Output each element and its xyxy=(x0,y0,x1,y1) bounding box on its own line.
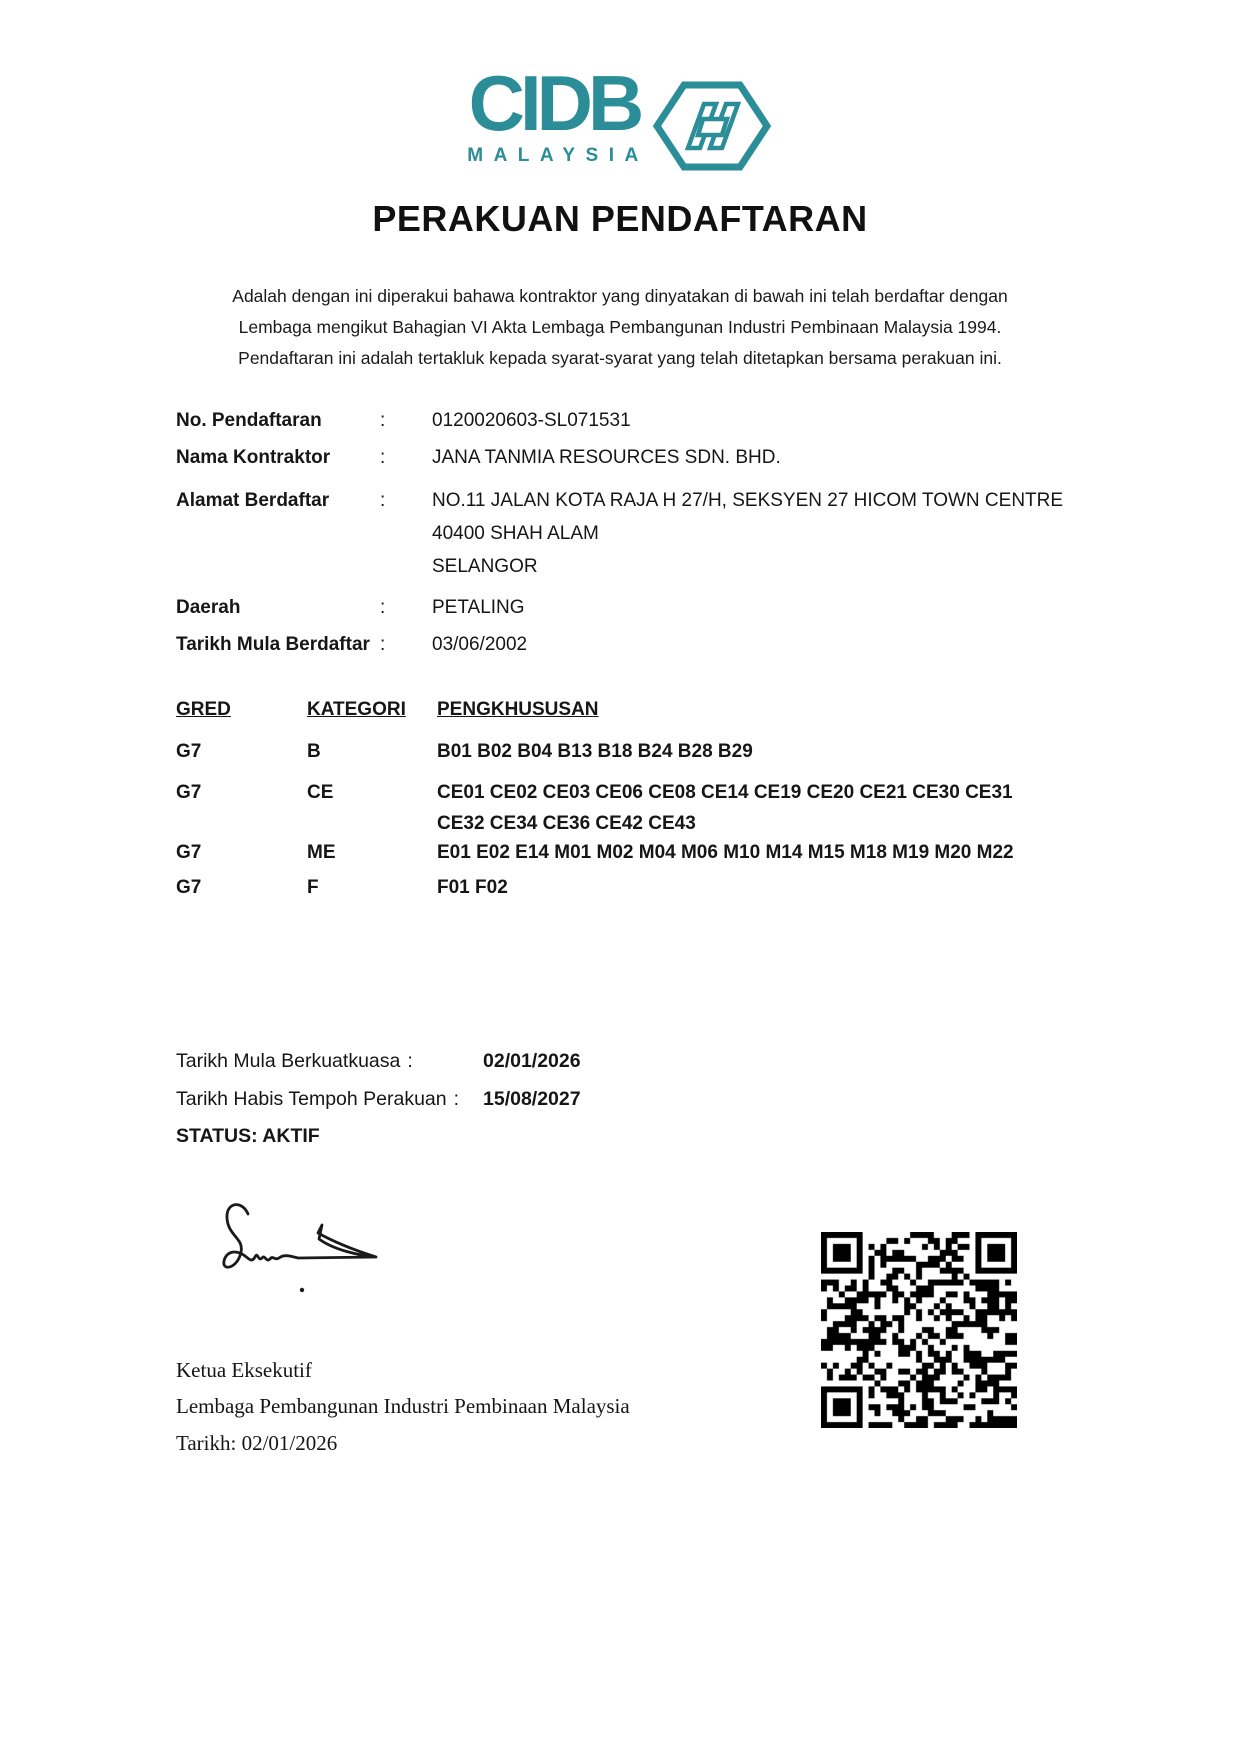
cell-pengkhususan: E01 E02 E14 M01 M02 M04 M06 M10 M14 M15 M18 M19 M20 M22 xyxy=(437,842,1014,863)
table-row xyxy=(176,741,1096,763)
detail-value: 0120020603-SL071531 xyxy=(432,410,631,431)
footer-signatory-title: Ketua Eksekutif xyxy=(176,1358,312,1382)
validity-label: Tarikh Mula Berkuatkuasa : xyxy=(176,1050,413,1072)
cell-pengkhususan: CE01 CE02 CE03 CE06 CE08 CE14 CE19 CE20 CE21 CE30 CE31 CE32 CE34 CE36 CE42 CE43 xyxy=(437,782,1013,834)
column-header-pengkhususan: PENGKHUSUSAN xyxy=(437,699,599,720)
footer-organization: Lembaga Pembangunan Industri Pembinaan Malaysia xyxy=(176,1394,630,1418)
detail-label: No. Pendaftaran xyxy=(176,410,322,431)
detail-label: Tarikh Mula Berdaftar xyxy=(176,634,370,655)
validity-colon: : xyxy=(453,1088,460,1110)
detail-value: JANA TANMIA RESOURCES SDN. BHD. xyxy=(432,447,781,468)
signature-image xyxy=(218,1198,394,1302)
column-header-kategori: KATEGORI xyxy=(307,699,406,720)
detail-label: Daerah xyxy=(176,597,241,618)
cell-kategori: ME xyxy=(307,842,336,863)
detail-label: Alamat Berdaftar xyxy=(176,490,330,511)
footer-date: Tarikh: 02/01/2026 xyxy=(176,1431,338,1455)
classification-table-header xyxy=(176,699,1096,721)
address-line: NO.11 JALAN KOTA RAJA H 27/H, SEKSYEN 27 HICOM TOWN CENTRE xyxy=(432,490,1064,511)
validity-label: Tarikh Habis Tempoh Perakuan : xyxy=(176,1088,460,1110)
cell-gred: G7 xyxy=(176,877,202,898)
status-badge: STATUS: AKTIF xyxy=(176,1125,320,1147)
detail-label: Nama Kontraktor xyxy=(176,447,331,468)
detail-row-daerah xyxy=(176,597,1076,619)
cell-gred: G7 xyxy=(176,741,202,762)
detail-colon: : xyxy=(380,447,386,468)
validity-colon: : xyxy=(407,1050,413,1072)
table-row xyxy=(176,842,1096,864)
validity-row-effective xyxy=(176,1050,876,1073)
column-header-gred: GRED xyxy=(176,699,231,720)
validity-row-expiry xyxy=(176,1088,876,1111)
cidb-hexagon-icon xyxy=(650,78,774,174)
detail-value: PETALING xyxy=(432,597,525,618)
cidb-logo xyxy=(458,59,650,167)
table-row xyxy=(176,777,1096,839)
intro-paragraph xyxy=(0,281,1240,374)
address-line: SELANGOR xyxy=(432,556,538,577)
validity-value: 15/08/2027 xyxy=(483,1088,581,1110)
detail-row-alamat-berdaftar xyxy=(176,484,1076,583)
table-row xyxy=(176,877,1096,899)
detail-row-tarikh-mula-berdaftar xyxy=(176,634,1076,656)
detail-row-no-pendaftaran xyxy=(176,410,1076,432)
validity-value: 02/01/2026 xyxy=(483,1050,581,1072)
detail-value xyxy=(432,484,1076,583)
detail-value: 03/06/2002 xyxy=(432,634,528,655)
cidb-wordmark: CIDB xyxy=(468,59,640,147)
certificate-title: PERAKUAN PENDAFTARAN xyxy=(372,198,868,239)
cell-pengkhususan: F01 F02 xyxy=(437,877,508,898)
cidb-malaysia-label: MALAYSIA xyxy=(467,145,649,166)
detail-row-nama-kontraktor xyxy=(176,447,1076,469)
detail-colon: : xyxy=(380,597,386,618)
address-line: 40400 SHAH ALAM xyxy=(432,523,599,544)
cell-gred: G7 xyxy=(176,782,202,803)
intro-line: Lembaga mengikut Bahagian VI Akta Lembaga Pembangunan Industri Pembinaan Malaysia 1994. xyxy=(238,317,1002,337)
cell-pengkhususan: B01 B02 B04 B13 B18 B24 B28 B29 xyxy=(437,741,753,762)
intro-line: Pendaftaran ini adalah tertakluk kepada syarat-syarat yang telah ditetapkan bersama perakuan ini. xyxy=(238,348,1002,368)
qr-code xyxy=(821,1232,1017,1428)
cell-gred: G7 xyxy=(176,842,202,863)
detail-colon: : xyxy=(380,490,386,511)
intro-line: Adalah dengan ini diperakui bahawa kontraktor yang dinyatakan di bawah ini telah berdaftar dengan xyxy=(232,286,1008,306)
cell-kategori: F xyxy=(307,877,319,898)
cell-kategori: B xyxy=(307,741,321,762)
detail-colon: : xyxy=(380,410,386,431)
detail-colon: : xyxy=(380,634,386,655)
cell-kategori: CE xyxy=(307,782,334,803)
